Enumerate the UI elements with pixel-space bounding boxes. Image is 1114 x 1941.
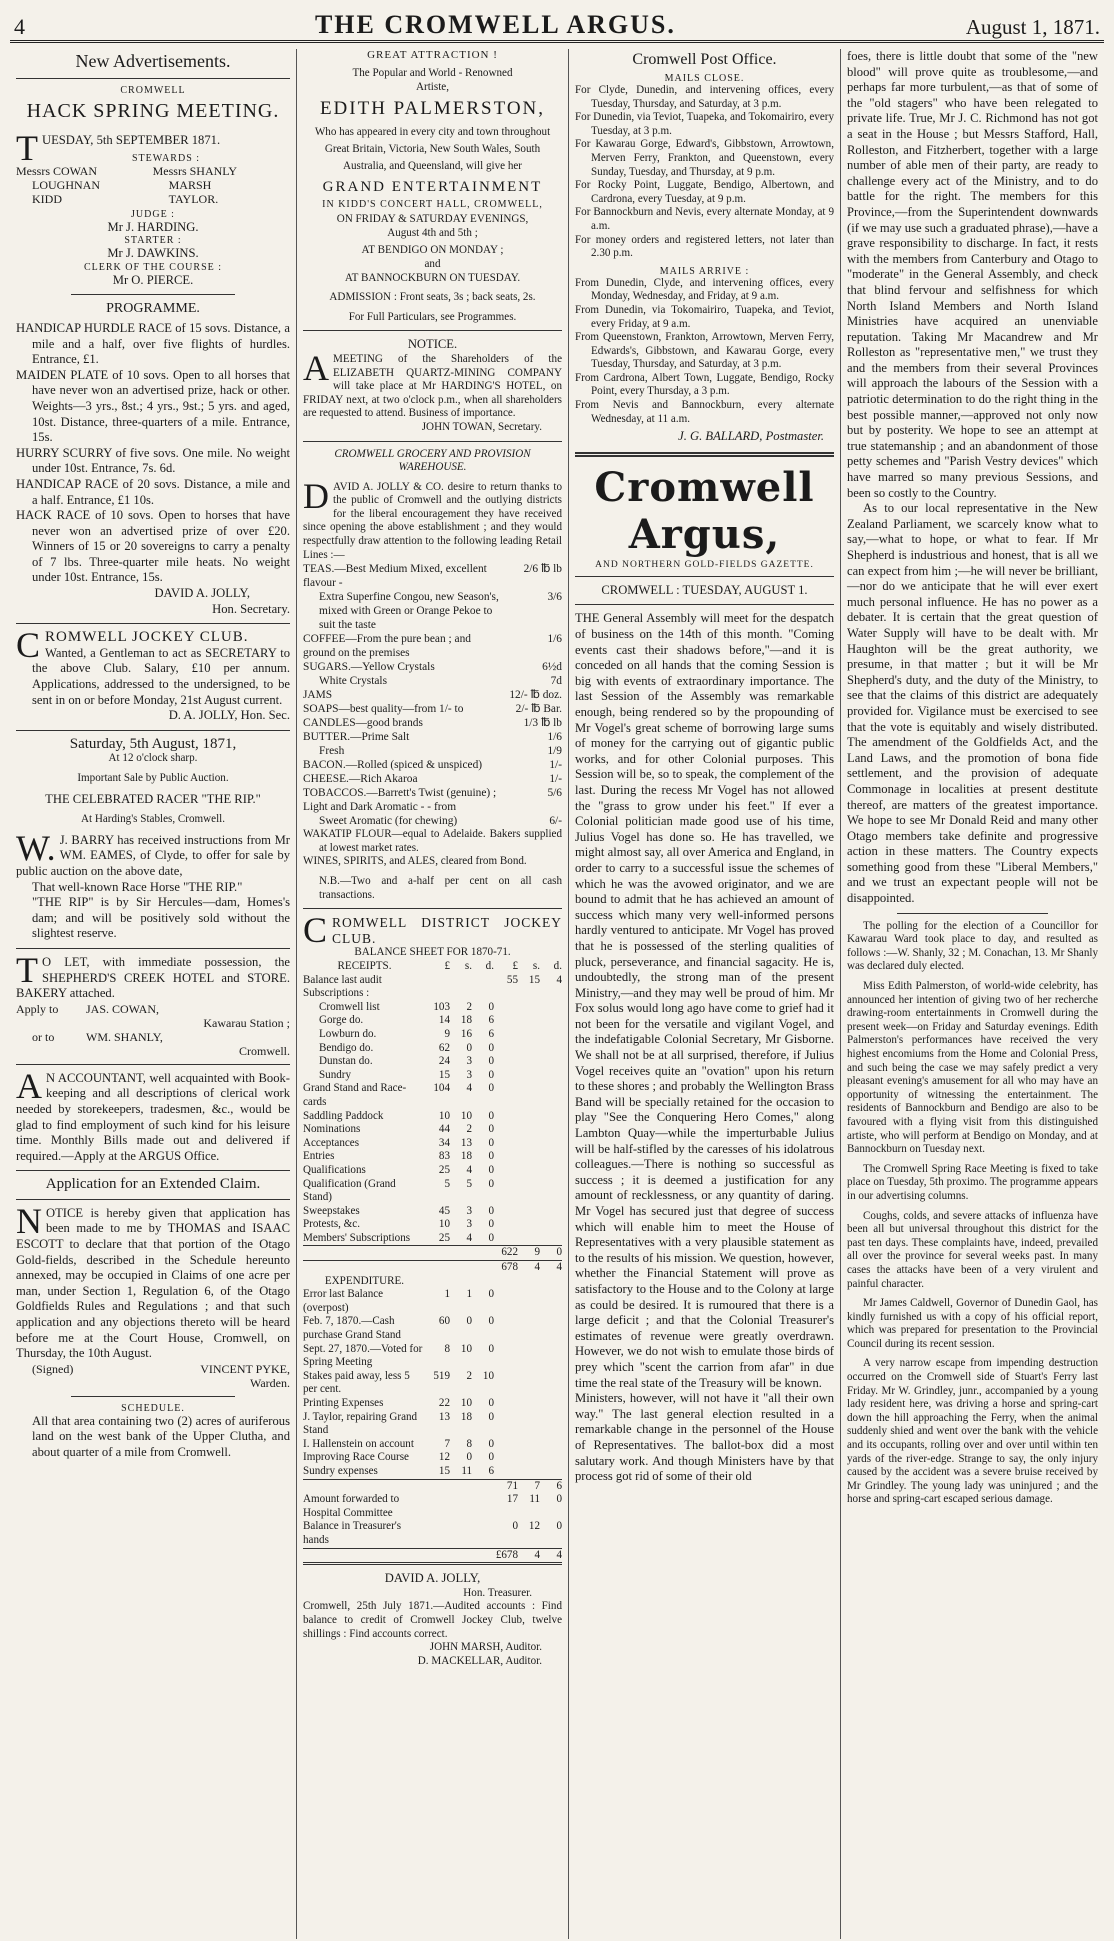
programme-item: HACK RACE of 10 sovs. Open to horses that have never won an advertised prize of over £20. Winners of 15 or 20 sovereigns to carry a penalty of 7 lbs. Three-quarter mile heats. No weight under 10st. Entrance, 15s. (16, 508, 290, 585)
nameplate-sub: AND NORTHERN GOLD-FIELDS GAZETTE. (595, 559, 814, 570)
mail-arrive-item: From Cardrona, Albert Town, Luggate, Bendigo, Rocky Point, every Thursday, a 3 p.m. (575, 371, 834, 398)
subtotal-row: 622 9 0 (303, 1246, 562, 1261)
mail-close-item: For Dunedin, via Teviot, Tuapeka, and Tokomairiro, every Tuesday, at 3 p.m. (575, 111, 835, 137)
table-row: Dunstan do. 24 3 0 (319, 1055, 494, 1068)
divider (16, 78, 290, 79)
table-row: Error last Balance (overpost) 1 1 0 (303, 1288, 494, 1314)
price-row: CANDLES—good brands 1/3 ℔ lb (303, 717, 562, 730)
steward: KIDD (32, 191, 62, 206)
subtotal-row: 71 7 6 (303, 1479, 562, 1493)
news-item: Coughs, colds, and severe attacks of influenza have been all but universal throughout this district for the past ten days. These complaints have, indeed, prevailed all over the province for several weeks past. In many cases the attacks have been of a very virulent and painful character. (847, 1209, 1098, 1290)
table-row: Cromwell list 103 2 0 (319, 1000, 494, 1013)
paper-name: THE CROMWELL ARGUS. (314, 10, 676, 39)
tolet-text: TO LET, with immediate possession, the SHEPHERD'S CREEK HOTEL and STORE. BAKERY attached. (16, 949, 290, 1001)
grocery-text: DAVID A. JOLLY & CO. desire to return thanks to the public of Cromwell and the outlying districts for the liberal encouragement they have received since opening the above establishment ; and they would respectfully draw attention to the following leading Retail Lines :— (303, 475, 562, 561)
wakatip: WAKATIP FLOUR—equal to Adelaide. Bakers supplied at lowest market rates. (303, 828, 562, 854)
grocery-title: CROMWELL GROCERY AND PROVISION WAREHOUSE. (334, 447, 531, 474)
table-row: Gorge do. 14 18 6 (319, 1014, 494, 1027)
mail-close-item: For money orders and registered letters, not later than 2.30 p.m. (575, 233, 834, 260)
editorial-paragraph: Ministers, however, will not have it "all their own way." The last general election resulted in a remarkable change in the personnel of the House of Representatives. The ballot-box did a most salutary work. And though Ministers have by that process got rid of some of their old (575, 1391, 834, 1484)
editorial-paragraph: THE General Assembly will meet for the despatch of business on the 14th of this month. "Coming events cast their shadows before,"—and it is conceded on all hands that the coming Session is big with events of extraordinary importance. The last Session of the Assembly was remarkable enough, being rendered so by the propounding of Mr Vogel's great scheme of borrowing large sums of money for the carrying out of gigantic public works, and for other Colonial purposes. This Session will be, so to speak, the complement of the last. During the recess Mr Vogel has not allowed the "grass to grow under his feet." If ever a Colonial politician made good use of his time, Julius Vogel has done so. He has travelled, we might almost say, all over America and England, in order to carry to a successful issue the schemes of which he was the avowed originator, and we are bound to admit that he has achieved an amount of success which many very well-informed persons hardly ventured to anticipate. Mr Vogel has proved that he is possessed of the sterling qualities of pluck, perseverance, and financial sagacity. He is, undoubtedly, the strong man of the present Ministry,—and they may well be proud of him. Mr Fox solus would long ago have come to grief had it not been for the versatile and vigilant Vogel, and the indefatigable Colonial Secretary, Mr Gisborne. We shall not be at all surprised, therefore, if Julius Vogel receives quite an "ovation" upon his return to these shores ; and probably the Wellington Brass Band will be specially retained for the occasion to play "See the Conquering Hero Comes," along Lambton Quay—while the imperturbable Julius will be half-stifled by the caresses of his idolatrous colleagues.—There is nothing so successful as success ; it is deemed a justification for any amount of recklessness, or any quantity of daring. Mr Vogel has secured just that degree of success which will enable him to meet the House of Representatives with a very plausible statement as to the results of his mission. We question, however, whether the Financial Statement will prove as satisfactory to the House and to the Colony at large as could be desired. It is rumoured that there is a large deficit ; and that the Colonial Treasurer's estimates of revenue were greatly overdrawn. However, we do not wish to emulate those birds of prey which "scent the carrion from afar" in due time the real state of the Treasury will be known. (575, 611, 834, 1390)
programme-item: HANDICAP HURDLE RACE of 15 sovs. Distance, a mile and a half, over five flights of hurdles. Entrance, £1. (16, 320, 290, 367)
editorial-paragraph: As to our local representative in the New Zealand Parliament, we scarcely know what to say,—what to hope, or what to fear. If Mr Shepherd is industrious and honest, that is all we can expect from him ;—he will never be brilliant,—nor do we anticipate that he will ever exert much personal influence. He has no power as a debater. It is certain that the great question of Water Supply will have to be dealt with. Mr Haughton will be the great authority, we presume, in that matter ; but it will be Mr Shepherd's duty, and the duty of the Ministry, to see that the claims of this district are adequately provided for. Vigilance must be exercised to see that the vote is equitably and wisely distributed. The amendment of the Goldfields Act, and the Land Laws, and the promotion of bona fide settlement, and the provision of adequate Commonage in localities at present destitute thereof, are matters of the greatest importance. We hope to see Mr Donald Reid and many other Otago members take definite and progressive action in these matters. The Country expects something good from these "Liberal Members," and we trust an expectant people will not be disappointed. (847, 501, 1098, 906)
judge-name: Mr J. HARDING. (107, 219, 199, 234)
mail-arrive-item: From Queenstown, Frankton, Arrowtown, Merven Ferry, Edwards's, Gibbstown, and Kawarau Gorge, every Tuesday, Thursday, and Saturday, at 3 p.m. (575, 331, 834, 371)
price-row: White Crystals 7d (319, 675, 562, 688)
table-row: Balance in Treasurer's hands 0 12 0 (303, 1520, 562, 1546)
dateline: CROMWELL : TUESDAY, AUGUST 1. (601, 582, 808, 597)
sale-time: At 12 o'clock sharp. (108, 752, 198, 765)
total-row: £678 4 4 (303, 1548, 562, 1564)
district-title: CROMWELL DISTRICT JOCKEY CLUB. (303, 910, 562, 951)
bendigo: AT BENDIGO ON MONDAY ; (361, 244, 504, 257)
claim-name: VINCENT PYKE, (200, 1361, 290, 1376)
mail-close-item: For Bannockburn and Nevis, every alternate Monday, at 9 a.m. (575, 206, 834, 232)
tolet-place2: Cromwell. (239, 1043, 290, 1058)
price-row: COFFEE—From the pure bean ; and ground on the premises 1/6 (303, 633, 562, 660)
table-row: Improving Race Course 12 0 0 (303, 1451, 494, 1464)
balance-title: BALANCE SHEET FOR 1870-71. (354, 946, 511, 959)
mail-arrive-item: From Dunedin, Clyde, and intervening offices, every Monday, Wednesday, and Friday, at 9 a.m. (575, 276, 834, 303)
sale-subject: THE CELEBRATED RACER "THE RIP." (45, 791, 261, 806)
mail-arrive-item: From Dunedin, via Tokomairiro, Tuapeka, and Teviot, every Friday, at 9 a.m. (575, 303, 834, 330)
table-row: Sundry 15 3 0 (319, 1068, 494, 1081)
price-row: BUTTER.—Prime Salt 1/6 (303, 731, 562, 744)
column-1 (10, 49, 297, 1939)
news-item: A very narrow escape from impending destruction occurred on the Cromwell side of Stuart's Ferry last Friday. Mr W. Grindley, junr., accompanied by a young lady resident here, was driving a horse and spring-cart down the hill approaching the Ferry, when the animal suddenly shied and went over the bank with the vehicle and its occupants, rolling over and over until within ten yards of the river-edge. Strange to say, the only injury caused by the accident was a severe bruise received by Mr Grindley. The young lady was uninjured ; and the horse and spring-cart escaped serious damage. (847, 1357, 1098, 1506)
post-office-title: Cromwell Post Office. (632, 51, 777, 68)
stewards-label: STEWARDS : (131, 152, 201, 164)
hack-signature-title: Hon. Secretary. (212, 601, 290, 616)
treasurer-title: Hon. Treasurer. (463, 1586, 532, 1599)
price-row: SUGARS.—Yellow Crystals 6½d (303, 661, 562, 674)
nb: N.B.—Two and a-half per cent on all cash transactions. (319, 875, 562, 901)
steward: LOUGHNAN (32, 177, 100, 192)
table-row: Saddling Paddock 10 10 0 (303, 1109, 494, 1122)
column-3 (569, 49, 841, 1939)
mail-close-item: For Clyde, Dunedin, and intervening offices, every Tuesday, Thursday, and Saturday, at 3 p.m. (575, 84, 834, 110)
jockey-signature: D. A. JOLLY, Hon. Sec. (168, 708, 290, 723)
schedule-title: SCHEDULE. (121, 1402, 185, 1414)
table-row: Grand Stand and Race-cards 104 4 0 (303, 1082, 494, 1108)
programme-item: MAIDEN PLATE of 10 sovs. Open to all horses that have never won an advertised prize, hack or other. Weights—3 yrs., 8st.; 4 yrs., 9st.; 5 yrs. and aged, 10st. Distance, three-quarters of a mile. Entrance, 15s. (16, 367, 290, 445)
hack-title: HACK SPRING MEETING. (26, 100, 280, 122)
page-number: 4 (14, 14, 25, 39)
tolet-or: or to (32, 1029, 55, 1044)
sale-pedigree: "THE RIP" is by Sir Hercules—dam, Homes's dam; and will be positively sold without the slightest reserve. (32, 895, 290, 941)
artiste-name: EDITH PALMERSTON, (319, 98, 546, 120)
price-row: JAMS 12/- ℔ doz. (303, 689, 562, 702)
table-row: Printing Expenses 22 10 0 (303, 1397, 494, 1409)
clerk-label: CLERK OF THE COURSE : (83, 261, 223, 273)
programme-title: PROGRAMME. (106, 301, 200, 317)
price-row: TEAS.—Best Medium Mixed, excellent flavour - 2/6 ℔ lb (303, 563, 562, 590)
price-row: CHEESE.—Rich Akaroa 1/- (303, 773, 562, 786)
treasurer: DAVID A. JOLLY, (384, 1571, 481, 1586)
news-item: Miss Edith Palmerston, of world-wide celebrity, has announced her intention of giving two of her recherche drawing-room entertainments in Cromwell during the present week—on Friday and Saturday evenings. Edith Palmerston's performances have received the very highest encomiums from the Home and Colonial Press, and such being the case we may safely predict a very pleasant evening's amusement for all who may have an opportunity of witnessing the entertainment. The residents of Bannockburn and Bendigo are also to be favoured with a flying visit from this distinguished artiste, who will perform at Bendigo on Monday, and at Bannockburn on Tuesday next. (847, 980, 1098, 1156)
nameplate: Cromwell Argus, (594, 463, 815, 558)
hack-date: TUESDAY, 5th SEPTEMBER 1871. (16, 128, 221, 168)
table-row: I. Hallenstein on account 7 8 0 (303, 1437, 494, 1450)
price-row: Fresh 1/9 (319, 745, 562, 758)
mail-arrive-item: From Nevis and Bannockburn, every alternate Wednesday, at 11 a.m. (575, 399, 834, 425)
columns (10, 49, 1104, 1939)
table-row: Sundry expenses 15 11 6 (303, 1464, 494, 1477)
table-row: Qualification (Grand Stand) 5 5 0 (303, 1177, 494, 1204)
evening-dates: August 4th and 5th ; (387, 226, 478, 239)
steward: MARSH (168, 177, 212, 192)
news-item: The polling for the election of a Councillor for Kawarau Ward took place to day, and resulted as follows :—W. Shanly, 32 ; M. Conachan, 13. Mr Shanly was declared duly elected. (847, 919, 1098, 973)
table-row: Bendigo do. 62 0 0 (319, 1041, 494, 1054)
concert-hall: IN KIDD'S CONCERT HALL, CROMWELL, (322, 199, 543, 211)
notice-title: NOTICE. (407, 337, 458, 352)
total-row: 678 4 4 (303, 1261, 562, 1275)
mail-close-item: For Rocky Point, Luggate, Bendigo, Albertown, and Cardrona, every Tuesday, at 9 p.m. (575, 179, 834, 205)
table-row: Balance last audit 55 15 4 (303, 973, 562, 986)
price-list (303, 562, 562, 828)
starter-name: Mr J. DAWKINS. (107, 246, 199, 261)
attraction-sub2: Artiste, (416, 80, 449, 93)
table-row: Feb. 7, 1870.—Cash purchase Grand Stand 60 0 0 (303, 1315, 494, 1342)
artiste-text: Who has appeared in every city and town throughout Great Britain, Victoria, New South Wales, South Australia, and Queensland, will give her (314, 126, 551, 173)
new-advertisements-title: New Advertisements. (75, 51, 231, 71)
postmaster: J. G. BALLARD, Postmaster. (678, 429, 824, 444)
claim-title: Application for an Extended Claim. (45, 1176, 261, 1193)
accountant-text: AN ACCOUNTANT, well acquainted with Book-keeping and all descriptions of clerical work needed by storekeepers, tradesmen, &c., would be glad to find employment of such kind for his leisure time. Monthly Bills made out and delivered if required.—Apply at the ARGUS Office. (16, 1065, 290, 1163)
clerk-name: Mr O. PIERCE. (112, 272, 194, 287)
expenditure-label: EXPENDITURE. (324, 1274, 405, 1287)
claim-signed: (Signed) (32, 1361, 74, 1376)
grand-entertainment: GRAND ENTERTAINMENT (322, 179, 543, 196)
auditor2: D. MACKELLAR, Auditor. (417, 1654, 542, 1667)
table-row: Amount forwarded to Hospital Committee 17 11 0 (303, 1493, 562, 1519)
table-row: Sept. 27, 1870.—Voted for Spring Meeting 8 10 0 (303, 1342, 494, 1369)
table-row: J. Taylor, repairing Grand Stand 13 18 0 (303, 1410, 494, 1437)
particulars: For Full Particulars, see Programmes. (348, 310, 517, 323)
sale-text: W.J. BARRY has received instructions from Mr WM. EAMES, of Clyde, to offer for sale by public auction on the above date, (16, 827, 290, 878)
and: and (424, 257, 441, 270)
jockey-text: Wanted, a Gentleman to act as SECRETARY to the above Club. Salary, £10 per annum. Applications, addressed to the undersigned, to be sent in on or before Monday, 21st August current. (32, 645, 290, 707)
mails-arrive-label: MAILS ARRIVE : (659, 265, 750, 277)
claim-role: Warden. (249, 1375, 290, 1390)
steward: Messrs SHANLY (152, 163, 238, 178)
table-row: Subscriptions : (303, 987, 370, 1000)
table-row: Entries 83 18 0 (303, 1150, 494, 1163)
masthead (10, 6, 1104, 43)
attraction-sub1: The Popular and World - Renowned (352, 67, 513, 79)
table-row: Protests, &c. 10 3 0 (303, 1218, 494, 1231)
receipts-label: RECEIPTS. (337, 960, 392, 972)
jockey-title: CROMWELL JOCKEY CLUB. (16, 625, 249, 666)
hack-org: CROMWELL (120, 85, 186, 96)
judge-label: JUDGE : (131, 208, 175, 220)
notice-sign: JOHN TOWAN, Secretary. (421, 420, 542, 433)
price-row: Sweet Aromatic (for chewing) 6/- (319, 815, 562, 828)
table-row: Nominations 44 2 0 (303, 1123, 494, 1136)
balance-sheet: RECEIPTS. £ s. d. £ s. d. Balance last audit 55 15 4 Subscriptions : Cromwell list 103 2 0 Gorge do. 14 18 6 Lowburn do. 9 16 6 Bendigo do. 62 0 0 Dunstan do. 24 3 0 Sundry 15 3 0 Grand Stand and Race-cards 104 4 0 Saddling Paddock 10 10 0 Nominations 44 2 0 Acceptances 34 13 0 Entries 83 18 0 Qualifications 25 4 0 Qualification (Grand Stand) 5 5 0 Sweepstakes 45 3 0 Protests, &c. 10 3 0 Members' Subscriptions 25 4 0 622 9 0 678 4 4 EXPENDITURE. Error last Balance (overpost) 1 1 0 Feb. 7, 1870.—Cash purchase Grand Stand 60 0 0 Sept. 27, 1870.—Voted for Spring Meeting 8 10 0 Stakes paid away, less 5 per cent. 519 2 10 Printing Expenses 22 10 0 J. Taylor, repairing Grand Stand 13 18 0 I. Hallenstein on account 7 8 0 Improving Race Course 12 0 0 Sundry expenses 15 11 6 71 7 6 Amount forwarded to Hospital Committee 17 11 0 Balance in Treasurer's hands 0 12 0 £678 4 4 (303, 960, 562, 1565)
sale-date: Saturday, 5th August, 1871, (69, 735, 237, 752)
tolet-name2: WM. SHANLY, (86, 1029, 163, 1044)
mail-close-item: For Kawarau Gorge, Edward's, Gibbstown, Arrowtown, Merven Ferry, Frankton, and Queenstown, every Sunday, Tuesday, and Thursday, at 9 p.m. (575, 138, 834, 178)
table-row: Members' Subscriptions 25 4 0 (303, 1231, 494, 1244)
steward: Messrs COWAN (16, 163, 97, 178)
hack-signature: DAVID A. JOLLY, (154, 586, 250, 601)
schedule-text: All that area containing two (2) acres of auriferous land on the west bank of the Upper Clutha, and about quarter of a mile from Cromwell. (32, 1413, 290, 1459)
table-row: Sweepstakes 45 3 0 (303, 1204, 494, 1217)
tolet-contacts (16, 1002, 290, 1058)
price-row: Extra Superfine Congou, new Season's, mixed with Green or Orange Pekoe to suit the taste 3/6 (319, 591, 562, 632)
auditor1: JOHN MARSH, Auditor. (429, 1641, 542, 1654)
steward: TAYLOR. (168, 191, 219, 206)
issue-date: August 1, 1871. (965, 15, 1100, 39)
bannockburn: AT BANNOCKBURN ON TUESDAY. (344, 271, 521, 284)
mails-close-label: MAILS CLOSE. (664, 73, 745, 84)
table-row: Lowburn do. 9 16 6 (319, 1027, 494, 1040)
programme-item: HURRY SCURRY of five sovs. One mile. No weight under 10st. Entrance, 7s. 6d. (16, 445, 290, 476)
sale-intro: Important Sale by Public Auction. (77, 772, 229, 784)
news-item: The Cromwell Spring Race Meeting is fixed to take place on Tuesday, 5th proximo. The programme appears in our advertising columns. (847, 1162, 1098, 1202)
evenings: ON FRIDAY & SATURDAY EVENINGS, (336, 213, 529, 226)
stewards-table (16, 164, 290, 206)
notice-text: AMEETING of the Shareholders of the ELIZABETH QUARTZ-MINING COMPANY will take place at Mr HARDING'S HOTEL, on FRIDAY next, at two o'clock p.m., when all shareholders are requested to attend. Business of importance. (303, 347, 562, 420)
claim-signature (16, 1362, 290, 1390)
programme-item: HANDICAP RACE of 20 sovs. Distance, a mile and a half. Entrance, £1 10s. (16, 476, 290, 507)
price-row: BACON.—Rolled (spiced & unspiced) 1/- (303, 759, 562, 772)
sale-horse: That well-known Race Horse "THE RIP." (32, 879, 243, 894)
tolet-place1: Kawarau Station ; (203, 1015, 290, 1030)
news-item: Mr James Caldwell, Governor of Dunedin Gaol, has kindly furnished us with a copy of his official report, which was prepared for presentation to the Provincial Council during its recent session. (847, 1297, 1098, 1350)
price-row: TOBACCOS.—Barrett's Twist (genuine) ; Light and Dark Aromatic - - from 5/6 (303, 787, 562, 814)
wines: WINES, SPIRITS, and ALES, cleared from Bond. (303, 855, 527, 868)
admission: ADMISSION : Front seats, 3s ; back seats, 2s. (329, 291, 536, 304)
audit-text: Cromwell, 25th July 1871.—Audited accounts : Find balance to credit of Cromwell Jockey Club, twelve shillings : Find accounts correct. (303, 1600, 562, 1640)
table-row: Stakes paid away, less 5 per cent. 519 2 10 (303, 1369, 494, 1396)
claim-text: NOTICE is hereby given that application has been made to me by THOMAS and ISAAC ESCOTT to declare that that portion of the Otago Gold-fields, described in the Schedule hereunto annexed, may be occupied in Claims of one acre per man, under Section 1, Regulation 6, of the Otago Goldfields Rules and Regulations ; and that such application and any objections thereto will be heard before me at the Court House, Cromwell, on Thursday, the 10th August. (16, 1200, 290, 1361)
table-row: Qualifications 25 4 0 (303, 1163, 494, 1176)
starter-label: STARTER : (124, 235, 182, 247)
table-row: Acceptances 34 13 0 (303, 1136, 494, 1149)
column-2 (297, 49, 569, 1939)
attraction-title: GREAT ATTRACTION ! (367, 49, 498, 61)
tolet-name1: JAS. COWAN, (86, 1001, 160, 1016)
sale-location: At Harding's Stables, Cromwell. (80, 813, 226, 826)
editorial-paragraph: foes, there is little doubt that some of the "new blood" will prove quite as troublesome,—and perhaps far more turbulent,—as that of some of the "old stagers" who have been relegated to private life. True, Mr J. C. Richmond has not got a seat in the House ; but Messrs Stafford, Hall, Rolleston, and Fitzherbert, together with a large number of able men of their party, are ready to challenge every act of the Ministry, and to do battle for the right. The members for this Province,—from the Superintendent downwards (if we may use such a graduated phrase),—have a grave responsibility to discharge. In fact, it rests with the members from Canterbury and Otago to "moderate" in the General Assembly, and check that blind fervour and selfishness for which North Island Members and North Island Ministries have acquired an unenviable reputation. Taking Mr Macandrew and Mr Rolleston as "representative men," we trust they and the members from their several Provinces will approach the labours of the Session with a patriotic determination to do the right thing in the best possible manner,—approved not only now but by posterity. We hope to see an attempt at true statemanship ; and an abandonment of those petty schemes and "Parish Vestry devices" which have marred so many previous Sessions, and been so costly to the Country. (847, 49, 1098, 500)
price-row: SOAPS—best quality—from 1/- to 2/- ℔ Bar. (303, 703, 562, 716)
tolet-apply: Apply to (16, 1001, 59, 1016)
column-4 (841, 49, 1104, 1939)
